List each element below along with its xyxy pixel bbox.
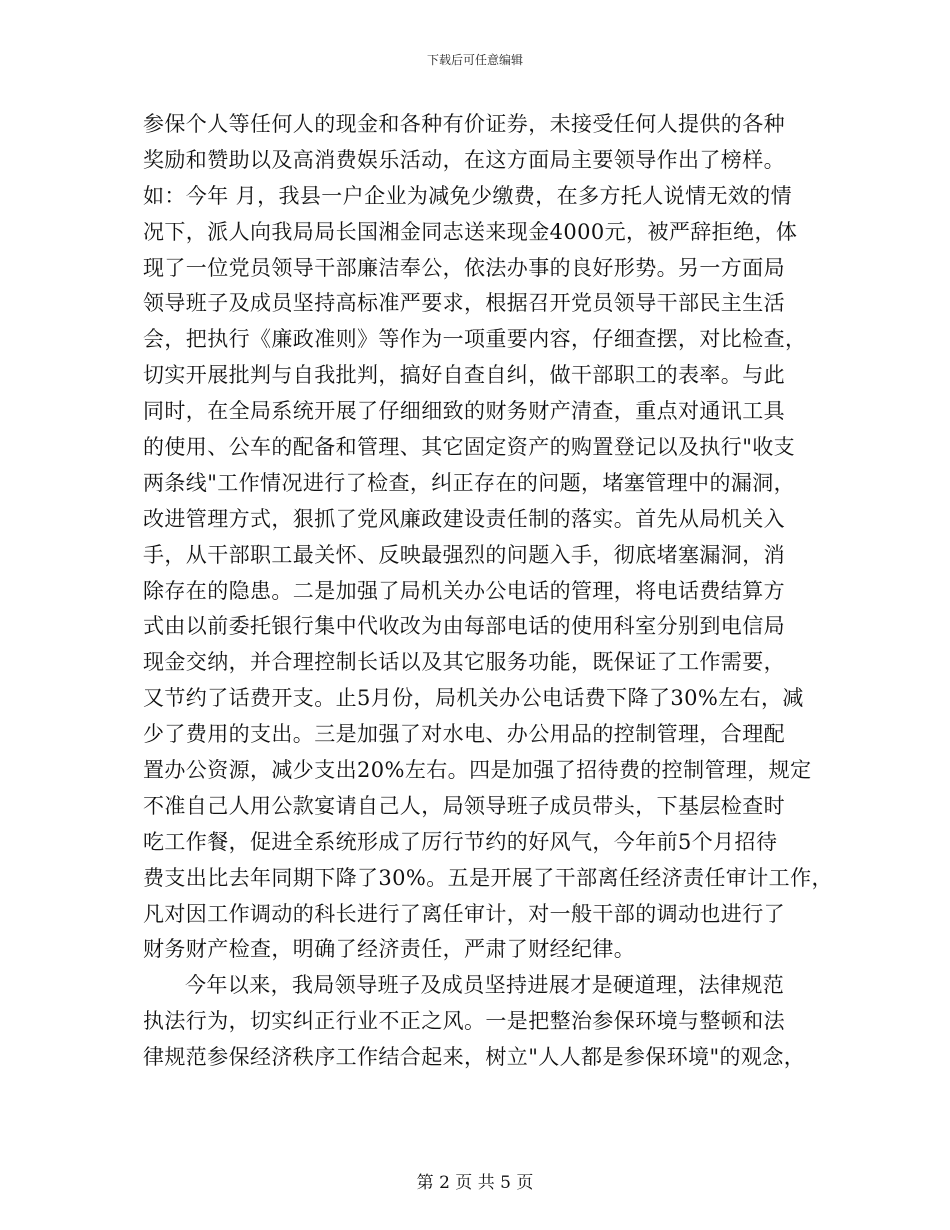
text-line: 不准自己人用公款宴请自己人，局领导班子成员带头，下基层检查时 — [143, 793, 785, 818]
page-header: 下载后可任意编辑 — [426, 53, 523, 67]
text-line: 除存在的隐患。二是加强了局机关办公电话的管理，将电话费结算方 — [143, 578, 785, 603]
text-line: 领导班子及成员坚持高标准严要求，根据召开党员领导干部民主生活 — [143, 291, 785, 316]
text-line: 况下，派人向我局局长国湘金同志送来现金4000元，被严辞拒绝，体 — [143, 219, 798, 244]
page-number-footer: 第 2 页 共 5 页 — [416, 1173, 534, 1193]
text-line: 又节约了话费开支。止5月份，局机关办公电话费下降了30%左右，减 — [143, 686, 804, 711]
text-line: 式由以前委托银行集中代收改为由每部电话的使用科室分别到电信局 — [143, 614, 785, 639]
text-line: 的使用、公车的配备和管理、其它固定资产的购置登记以及执行"收支 — [143, 435, 796, 460]
text-line: 奖励和赞助以及高消费娱乐活动，在这方面局主要领导作出了榜样。 — [143, 147, 785, 172]
text-line: 手，从干部职工最关怀、反映最强烈的问题入手，彻底堵塞漏洞，消 — [143, 542, 785, 567]
text-line: 现金交纳，并合理控制长话以及其它服务功能，既保证了工作需要， — [143, 650, 785, 675]
text-line: 律规范参保经济秩序工作结合起来，树立"人人都是参保环境"的观念， — [143, 1045, 806, 1070]
text-line: 切实开展批判与自我批判，搞好自查自纠，做干部职工的表率。与此 — [143, 363, 785, 388]
document-body — [143, 107, 833, 1076]
text-line: 会，把执行《廉政准则》等作为一项重要内容，仔细查摆，对比检查， — [143, 327, 807, 352]
text-line: 两条线"工作情况进行了检查，纠正存在的问题，堵塞管理中的漏洞， — [143, 470, 796, 495]
text-line: 财务财产检查，明确了经济责任，严肃了财经纪律。 — [143, 937, 636, 962]
text-line: 现了一位党员领导干部廉洁奉公，依法办事的良好形势。另一方面局 — [143, 255, 785, 280]
text-line: 少了费用的支出。三是加强了对水电、办公用品的控制管理，合理配 — [143, 722, 785, 747]
text-line: 同时，在全局系统开展了仔细细致的财务财产清查，重点对通讯工具 — [143, 399, 785, 424]
paragraph-first-line: 今年以来，我局领导班子及成员坚持进展才是硬道理，法律规范 — [185, 973, 785, 998]
text-line: 参保个人等任何人的现金和各种有价证券，未接受任何人提供的各种 — [143, 112, 785, 136]
text-line: 凡对因工作调动的科长进行了离任审计，对一般干部的调动也进行了 — [143, 901, 785, 926]
text-line: 如：今年 月，我县一户企业为减免少缴费，在多方托人说情无效的情 — [143, 183, 793, 208]
text-line: 置办公资源，减少支出20%左右。四是加强了招待费的控制管理，规定 — [143, 758, 812, 783]
text-line: 费支出比去年同期下降了30%。五是开展了干部离任经济责任审计工作， — [143, 865, 833, 890]
text-line: 吃工作餐，促进全系统形成了厉行节约的好风气，今年前5个月招待 — [143, 829, 778, 854]
text-line: 执法行为，切实纠正行业不正之风。一是把整治参保环境与整顿和法 — [143, 1009, 785, 1034]
text-line: 改进管理方式，狠抓了党风廉政建设责任制的落实。首先从局机关入 — [143, 506, 785, 531]
